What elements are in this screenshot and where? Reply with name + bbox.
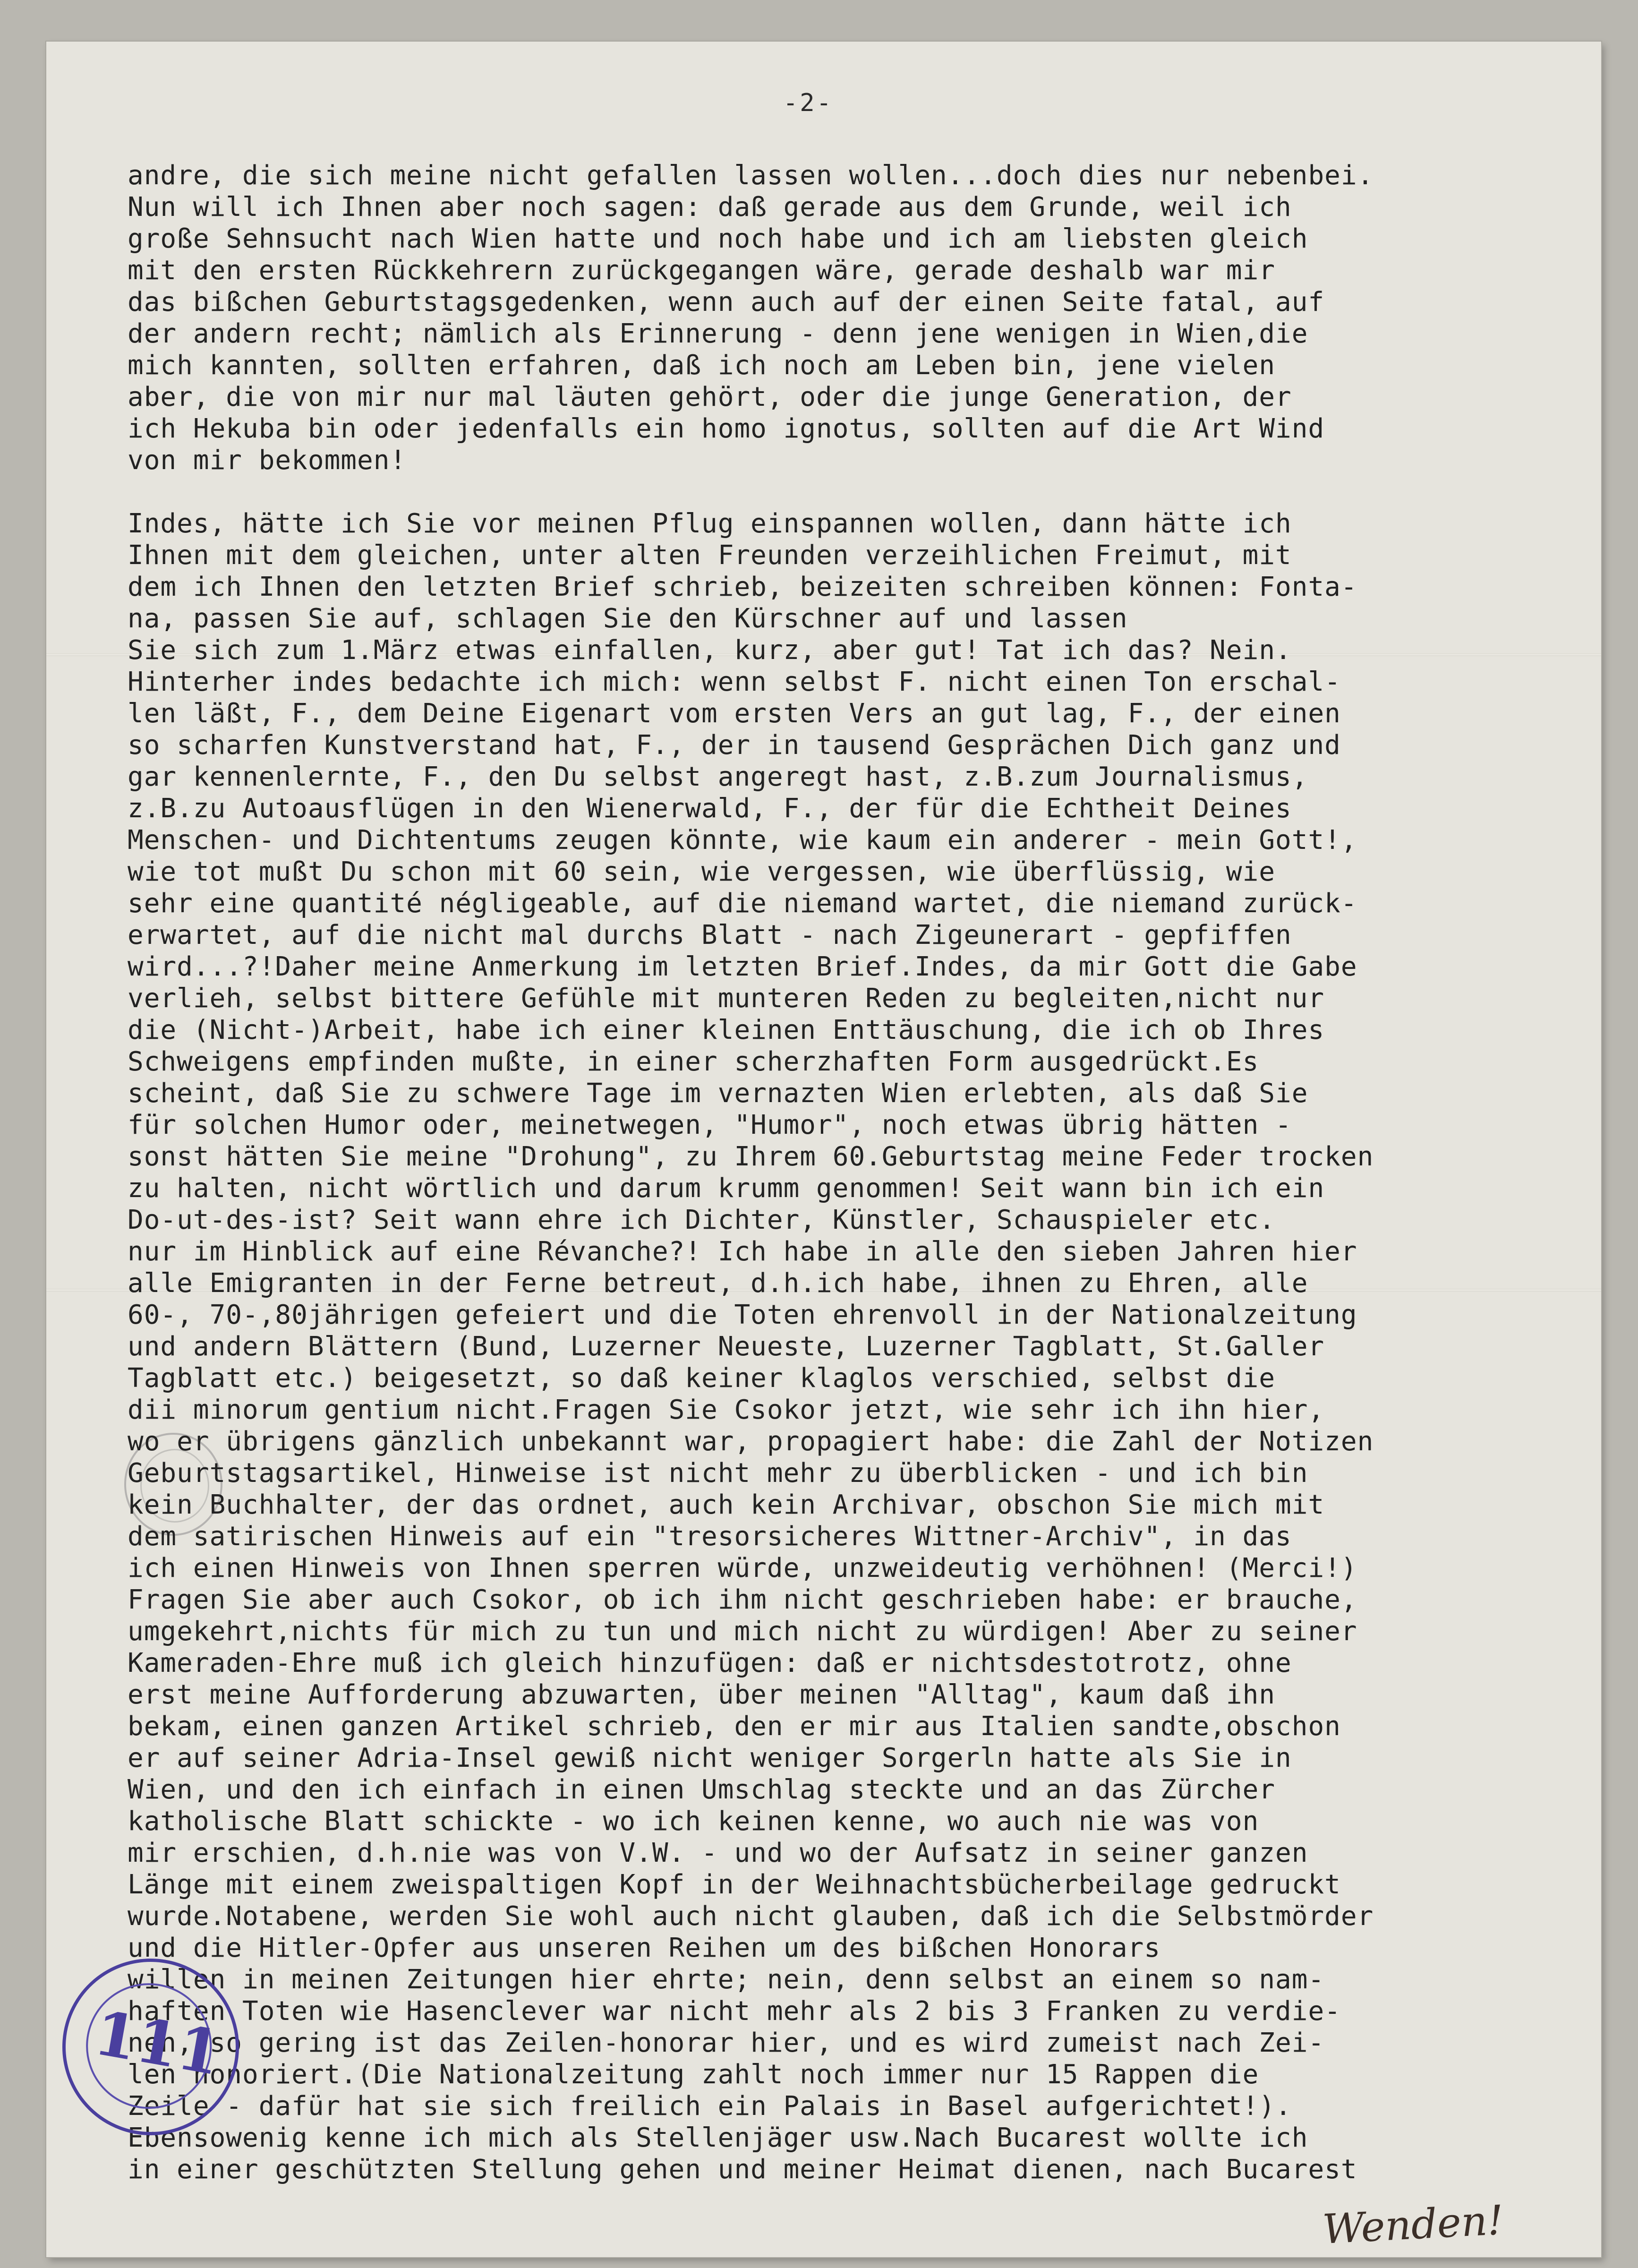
text-line: wo er übrigens gänzlich unbekannt war, propagiert habe: die Zahl der Notizen bbox=[128, 1426, 1374, 1457]
handwritten-note-wenden: Wenden! bbox=[1321, 2197, 1505, 2253]
text-line: umgekehrt,nichts für mich zu tun und mich nicht zu würdigen! Aber zu seiner bbox=[128, 1616, 1357, 1647]
text-line: na, passen Sie auf, schlagen Sie den Kürschner auf und lassen bbox=[128, 603, 1128, 634]
text-line: von mir bekommen! bbox=[128, 445, 407, 476]
text-line: alle Emigranten in der Ferne betreut, d.h.ich habe, ihnen zu Ehren, alle bbox=[128, 1268, 1308, 1299]
text-line: Menschen- und Dichtentums zeugen könnte, wie kaum ein anderer - mein Gott!, bbox=[128, 825, 1357, 856]
text-line: in einer geschützten Stellung gehen und meiner Heimat dienen, nach Bucarest bbox=[128, 2154, 1357, 2185]
page-number: -2- bbox=[783, 89, 833, 117]
text-line: aber, die von mir nur mal läuten gehört, oder die junge Generation, der bbox=[128, 382, 1292, 412]
text-line: wird...?!Daher meine Anmerkung im letzten Brief.Indes, da mir Gott die Gabe bbox=[128, 951, 1357, 982]
text-line: Schweigens empfinden mußte, in einer scherzhaften Form ausgedrückt.Es bbox=[128, 1046, 1259, 1077]
text-line: Tagblatt etc.) beigesetzt, so daß keiner klaglos verschied, selbst die bbox=[128, 1363, 1276, 1394]
letter-body bbox=[128, 160, 1587, 2185]
text-line: nen, so gering ist das Zeilen-honorar hier, und es wird zumeist nach Zei- bbox=[128, 2028, 1325, 2058]
text-line: kein Buchhalter, der das ordnet, auch kein Archivar, obschon Sie mich mit bbox=[128, 1489, 1325, 1520]
text-line: erwartet, auf die nicht mal durchs Blatt - nach Zigeunerart - gepfiffen bbox=[128, 920, 1292, 950]
text-line: Zeile - dafür hat sie sich freilich ein Palais in Basel aufgerichtet!). bbox=[128, 2091, 1292, 2122]
text-line: Länge mit einem zweispaltigen Kopf in der Weihnachtsbücherbeilage gedruckt bbox=[128, 1869, 1341, 1900]
text-line: sehr eine quantité négligeable, auf die niemand wartet, die niemand zurück- bbox=[128, 888, 1357, 919]
text-line: ich einen Hinweis von Ihnen sperren würde, unzweideutig verhöhnen! (Merci!) bbox=[128, 1553, 1357, 1583]
text-line: dem satirischen Hinweis auf ein "tresorsicheres Wittner-Archiv", in das bbox=[128, 1521, 1292, 1552]
text-line: dem ich Ihnen den letzten Brief schrieb, beizeiten schreiben können: Fonta- bbox=[128, 572, 1357, 602]
text-line: len honoriert.(Die Nationalzeitung zahlt noch immer nur 15 Rappen die bbox=[128, 2059, 1259, 2090]
paragraph-2 bbox=[128, 508, 1587, 2185]
text-line: len läßt, F., dem Deine Eigenart vom ersten Vers an gut lag, F., der einen bbox=[128, 698, 1341, 729]
text-line: große Sehnsucht nach Wien hatte und noch habe und ich am liebsten gleich bbox=[128, 223, 1308, 254]
text-line: die (Nicht-)Arbeit, habe ich einer kleinen Enttäuschung, die ich ob Ihres bbox=[128, 1015, 1325, 1045]
text-line: Geburtstagsartikel, Hinweise ist nicht mehr zu überblicken - und ich bin bbox=[128, 1458, 1308, 1489]
text-line: Indes, hätte ich Sie vor meinen Pflug einspannen wollen, dann hätte ich bbox=[128, 508, 1292, 539]
text-line: haften Toten wie Hasenclever war nicht mehr als 2 bis 3 Franken zu verdie- bbox=[128, 1996, 1341, 2027]
text-line: ich Hekuba bin oder jedenfalls ein homo ignotus, sollten auf die Art Wind bbox=[128, 413, 1325, 444]
text-line: nur im Hinblick auf eine Révanche?! Ich habe in alle den sieben Jahren hier bbox=[128, 1236, 1357, 1267]
text-line: Kameraden-Ehre muß ich gleich hinzufügen: daß er nichtsdestotrotz, ohne bbox=[128, 1648, 1292, 1678]
text-line: Sie sich zum 1.März etwas einfallen, kurz, aber gut! Tat ich das? Nein. bbox=[128, 635, 1292, 666]
text-line: mit den ersten Rückkehrern zurückgegangen wäre, gerade deshalb war mir bbox=[128, 255, 1276, 286]
text-line: andre, die sich meine nicht gefallen lassen wollen...doch dies nur nebenbei. bbox=[128, 160, 1374, 191]
text-line: mich kannten, sollten erfahren, daß ich noch am Leben bin, jene vielen bbox=[128, 350, 1276, 381]
text-line: wie tot mußt Du schon mit 60 sein, wie vergessen, wie überflüssig, wie bbox=[128, 856, 1276, 887]
text-line: der andern recht; nämlich als Erinnerung - denn jene wenigen in Wien,die bbox=[128, 318, 1308, 349]
text-line: Wien, und den ich einfach in einen Umschlag steckte und an das Zürcher bbox=[128, 1774, 1276, 1805]
text-line: und die Hitler-Opfer aus unseren Reihen um des bißchen Honorars bbox=[128, 1933, 1161, 1963]
paragraph-gap bbox=[128, 476, 1587, 508]
text-line: bekam, einen ganzen Artikel schrieb, den er mir aus Italien sandte,obschon bbox=[128, 1711, 1341, 1742]
text-line: und andern Blättern (Bund, Luzerner Neueste, Luzerner Tagblatt, St.Galler bbox=[128, 1331, 1325, 1362]
text-line: mir erschien, d.h.nie was von V.W. - und wo der Aufsatz in seiner ganzen bbox=[128, 1838, 1308, 1868]
text-line: sonst hätten Sie meine "Drohung", zu Ihrem 60.Geburtstag meine Feder trocken bbox=[128, 1141, 1374, 1172]
text-line: zu halten, nicht wörtlich und darum krumm genommen! Seit wann bin ich ein bbox=[128, 1173, 1325, 1204]
text-line: Ebensowenig kenne ich mich als Stellenjäger usw.Nach Bucarest wollte ich bbox=[128, 2123, 1308, 2153]
text-line: Hinterher indes bedachte ich mich: wenn selbst F. nicht einen Ton erschal- bbox=[128, 667, 1341, 697]
text-line: Nun will ich Ihnen aber noch sagen: daß gerade aus dem Grunde, weil ich bbox=[128, 192, 1292, 223]
text-line: wurde.Notabene, werden Sie wohl auch nicht glauben, daß ich die Selbstmörder bbox=[128, 1901, 1374, 1932]
text-line: willen in meinen Zeitungen hier ehrte; nein, denn selbst an einem so nam- bbox=[128, 1964, 1325, 1995]
text-line: für solchen Humor oder, meinetwegen, "Humor", noch etwas übrig hätten - bbox=[128, 1110, 1292, 1140]
text-line: Do-ut-des-ist? Seit wann ehre ich Dichter, Künstler, Schauspieler etc. bbox=[128, 1205, 1276, 1235]
text-line: so scharfen Kunstverstand hat, F., der in tausend Gesprächen Dich ganz und bbox=[128, 730, 1341, 761]
text-line: scheint, daß Sie zu schwere Tage im vernazten Wien erlebten, als daß Sie bbox=[128, 1078, 1308, 1109]
text-line: 60-, 70-,80jährigen gefeiert und die Toten ehrenvoll in der Nationalzeitung bbox=[128, 1300, 1357, 1330]
archive-stamp-number: 111 bbox=[89, 1997, 226, 2089]
text-line: z.B.zu Autoausflügen in den Wienerwald, F., der für die Echtheit Deines bbox=[128, 793, 1292, 824]
text-line: gar kennenlernte, F., den Du selbst angeregt hast, z.B.zum Journalismus, bbox=[128, 762, 1308, 792]
text-line: das bißchen Geburtstagsgedenken, wenn auch auf der einen Seite fatal, auf bbox=[128, 287, 1325, 317]
text-line: katholische Blatt schickte - wo ich keinen kenne, wo auch nie was von bbox=[128, 1806, 1259, 1837]
paragraph-1 bbox=[128, 160, 1587, 476]
text-line: dii minorum gentium nicht.Fragen Sie Csokor jetzt, wie sehr ich ihn hier, bbox=[128, 1395, 1325, 1425]
text-line: erst meine Aufforderung abzuwarten, über meinen "Alltag", kaum daß ihn bbox=[128, 1679, 1276, 1710]
text-line: er auf seiner Adria-Insel gewiß nicht weniger Sorgerln hatte als Sie in bbox=[128, 1743, 1292, 1773]
text-line: Fragen Sie aber auch Csokor, ob ich ihm nicht geschrieben habe: er brauche, bbox=[128, 1584, 1357, 1615]
text-line: Ihnen mit dem gleichen, unter alten Freunden verzeihlichen Freimut, mit bbox=[128, 540, 1292, 571]
text-line: verlieh, selbst bittere Gefühle mit munteren Reden zu begleiten,nicht nur bbox=[128, 983, 1325, 1014]
